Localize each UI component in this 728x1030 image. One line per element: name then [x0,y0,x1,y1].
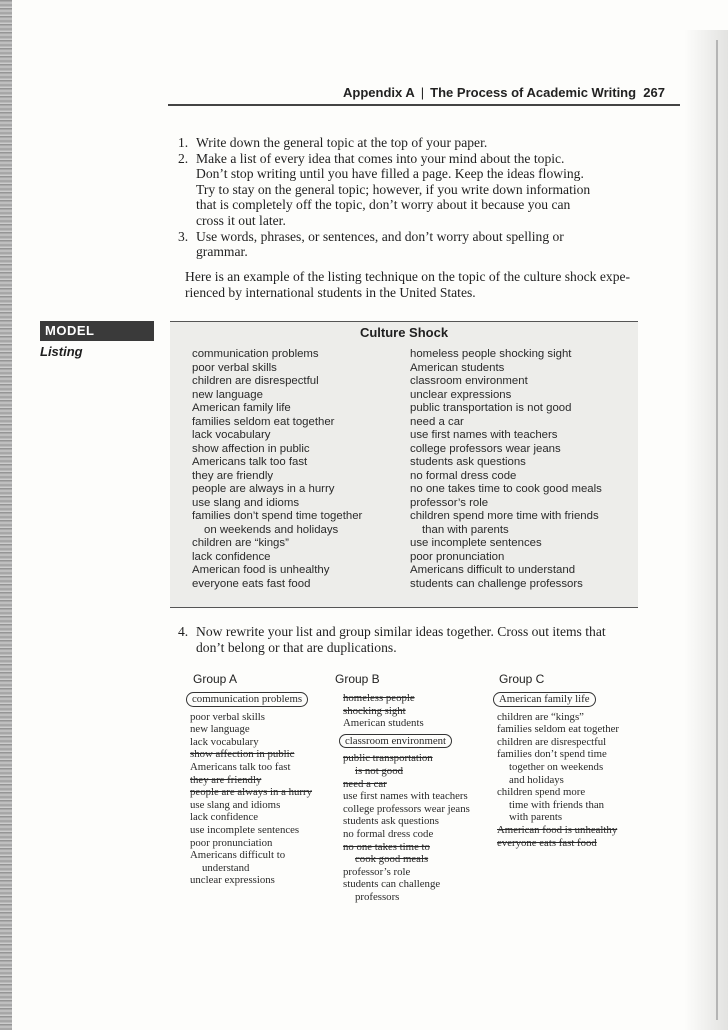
group-item [497,711,619,724]
group-item-text: poor verbal skills [190,710,265,723]
model-label: MODEL [40,321,154,341]
group-item [190,849,312,862]
group-item [343,853,470,866]
listing-item: Americans difficult to understand [410,564,576,576]
group-item-text: children spend more [497,786,586,799]
crossed-out-item: everyone eats fast food [497,836,597,849]
listing-item: poor pronunciation [410,550,505,563]
group-item-text: and holidays [509,773,564,786]
listing-title: Culture Shock [359,325,449,340]
intro-line: Here is an example of the listing technique on the topic of the culture shock expe- [185,269,631,284]
group-item [343,705,470,718]
group-item [190,862,312,875]
step-line: that is completely off the topic, don’t worry about it because you can [196,197,571,213]
group-item [343,752,470,765]
listing-item: use slang and idioms [192,496,300,509]
listing-item: children are “kings” [192,537,289,549]
step-number: 4. [178,624,189,639]
group-item [497,837,619,850]
listing-item: everyone eats fast food [192,577,311,590]
group-item [190,786,312,799]
intro-line: rienced by international students in the United States. [185,285,476,300]
group-item-text: children are “kings” [497,710,584,723]
group-main-idea: American family life [493,692,596,707]
step-text [196,624,648,655]
header-title: The Process of Academic Writing [430,85,637,100]
group-c-heading: Group C [499,672,545,686]
group-b-heading: Group B [335,672,380,686]
listing-item: classroom environment [410,375,528,387]
crossed-out-item: cook good meals [355,853,429,866]
group-item [343,828,470,841]
group-item-text: Americans talk too fast [190,760,291,773]
listing-item: homeless people shocking sight [410,348,572,360]
page-number: 267 [643,85,665,100]
group-item [497,799,619,812]
step-number: 3. [178,228,189,244]
listing-item: new language [192,388,263,401]
listing-item: use incomplete sentences [410,537,542,549]
model-sublabel: Listing [40,344,83,359]
group-item [343,891,470,904]
listing-item: people are always in a hurry [192,483,335,495]
listing-item: students can challenge professors [410,577,583,590]
group-item-text: use slang and idioms [190,798,281,811]
listing-item: than with parents [422,523,509,536]
instruction-step-4 [178,624,648,655]
step-text [196,229,658,260]
group-item [497,723,619,736]
listing-item: no formal dress code [410,469,517,482]
group-item-text: together on weekends [509,760,604,773]
group-item-text: lack confidence [190,811,259,824]
crossed-out-item: is not good [355,764,403,777]
group-item [343,878,470,891]
group-main-idea: communication problems [186,692,308,707]
group-a-list [190,692,312,887]
crossed-out-item: American food is unhealthy [497,823,618,836]
step-item [178,229,658,260]
group-item [190,761,312,774]
listing-item: Americans talk too fast [192,456,308,468]
listing-item: unclear expressions [410,388,512,401]
step-text [196,135,658,151]
crossed-out-item: shocking sight [343,704,406,717]
crossed-out-item: homeless people [343,692,415,704]
group-item-text: students ask questions [343,815,439,828]
header-separator: | [420,85,425,100]
listing-item: on weekends and holidays [204,523,339,536]
group-item [190,811,312,824]
group-item [190,723,312,736]
group-item [190,874,312,887]
crossed-out-item: they are friendly [190,773,262,786]
crossed-out-item: public transportation [343,752,433,765]
group-item-text: college professors wear jeans [343,802,470,815]
group-item [343,803,470,816]
group-item-text: families seldom eat together [497,723,620,736]
step-line: Now rewrite your list and group similar ideas together. Cross out items that [196,624,606,639]
group-item [343,841,470,854]
group-item [343,717,470,730]
group-item-text: families don’t spend time [497,748,607,761]
listing-item: need a car [410,415,464,428]
listing-item: American food is unhealthy [192,564,330,576]
group-item [497,748,619,761]
group-item [497,761,619,774]
listing-item: show affection in public [192,442,310,455]
group-item [497,774,619,787]
group-item [190,692,312,707]
group-item-text: Americans difficult to [190,849,286,862]
step-line: Write down the general topic at the top of your paper. [196,135,488,150]
listing-item: families don’t spend time together [192,510,363,522]
listing-item: communication problems [192,348,319,360]
step-item [178,135,658,151]
listing-item: they are friendly [192,469,274,482]
step-line: cross it out later. [196,212,286,228]
listing-item: lack confidence [192,550,271,563]
listing-item: American students [410,361,505,374]
instruction-steps [178,135,658,260]
crossed-out-item: show affection in public [190,748,295,761]
scan-shadow-right [684,30,728,1030]
listing-item: American family life [192,402,291,414]
group-item [343,778,470,791]
listing-item: poor verbal skills [192,361,277,374]
intro-paragraph [172,269,652,301]
header-rule [168,104,680,106]
group-item-text: professors [355,890,400,903]
scan-edge-left [0,0,12,1030]
group-item-text: with parents [509,811,563,824]
group-item-text: time with friends than [509,798,605,811]
header-appendix: Appendix A [343,85,415,100]
step-item [178,151,658,229]
group-item [497,824,619,837]
step-line: Don’t stop writing until you have filled a page. Keep the ideas flowing. [196,166,584,182]
step-number: 1. [178,135,189,150]
group-item [497,811,619,824]
group-item [190,748,312,761]
group-item-text: unclear expressions [190,874,275,887]
step-line: don’t belong or that are duplications. [196,639,397,655]
group-item [343,815,470,828]
group-item-text: lack vocabulary [190,735,259,748]
group-item-text: poor pronunciation [190,836,273,849]
group-item [497,692,619,707]
listing-item: college professors wear jeans [410,442,561,455]
listing-column-right [410,348,602,591]
group-item [190,736,312,749]
listing-column-left [192,348,362,591]
step-line: Try to stay on the general topic; however, if you write down information [196,181,591,197]
step-line: Use words, phrases, or sentences, and don’t worry about spelling or [196,228,564,244]
step-number: 2. [178,150,189,166]
group-a-heading: Group A [193,672,238,686]
group-item-text: understand [202,861,250,874]
group-item [497,786,619,799]
group-item-text: American students [343,717,424,730]
group-item [343,692,470,705]
group-item [190,824,312,837]
crossed-out-item: no one takes time to [343,840,430,853]
step-line: Make a list of every idea that comes into your mind about the topic. [196,150,565,166]
group-item [190,711,312,724]
group-c-list [497,692,619,849]
listing-item: students ask questions [410,456,526,468]
group-item-text: new language [190,723,250,736]
group-main-idea: classroom environment [339,734,452,749]
listing-item: no one takes time to cook good meals [410,483,602,495]
scan-edge-right [716,40,718,1020]
step-item [178,624,648,655]
listing-item: children spend more time with friends [410,510,599,522]
group-item-text: students can challenge [343,878,441,891]
listing-item: public transportation is not good [410,402,572,414]
group-item [343,734,470,749]
group-item [190,799,312,812]
listing-item: children are disrespectful [192,375,319,387]
listing-item: families seldom eat together [192,415,335,428]
group-item-text: professor’s role [343,865,411,878]
group-item [343,866,470,879]
crossed-out-item: people are always in a hurry [190,786,313,799]
step-text [196,151,658,229]
running-header [300,85,665,100]
listing-item: professor’s role [410,496,489,509]
group-item [343,790,470,803]
group-item [190,837,312,850]
listing-item: lack vocabulary [192,429,271,441]
group-item [343,765,470,778]
group-item [497,736,619,749]
listing-item: use first names with teachers [410,429,558,441]
group-item-text: use incomplete sentences [190,823,300,836]
group-b-list [343,692,470,904]
group-item-text: no formal dress code [343,827,434,840]
group-item-text: children are disrespectful [497,735,607,748]
group-item [190,774,312,787]
step-line: grammar. [196,244,248,260]
crossed-out-item: need a car [343,777,387,790]
group-item-text: use first names with teachers [343,790,468,803]
